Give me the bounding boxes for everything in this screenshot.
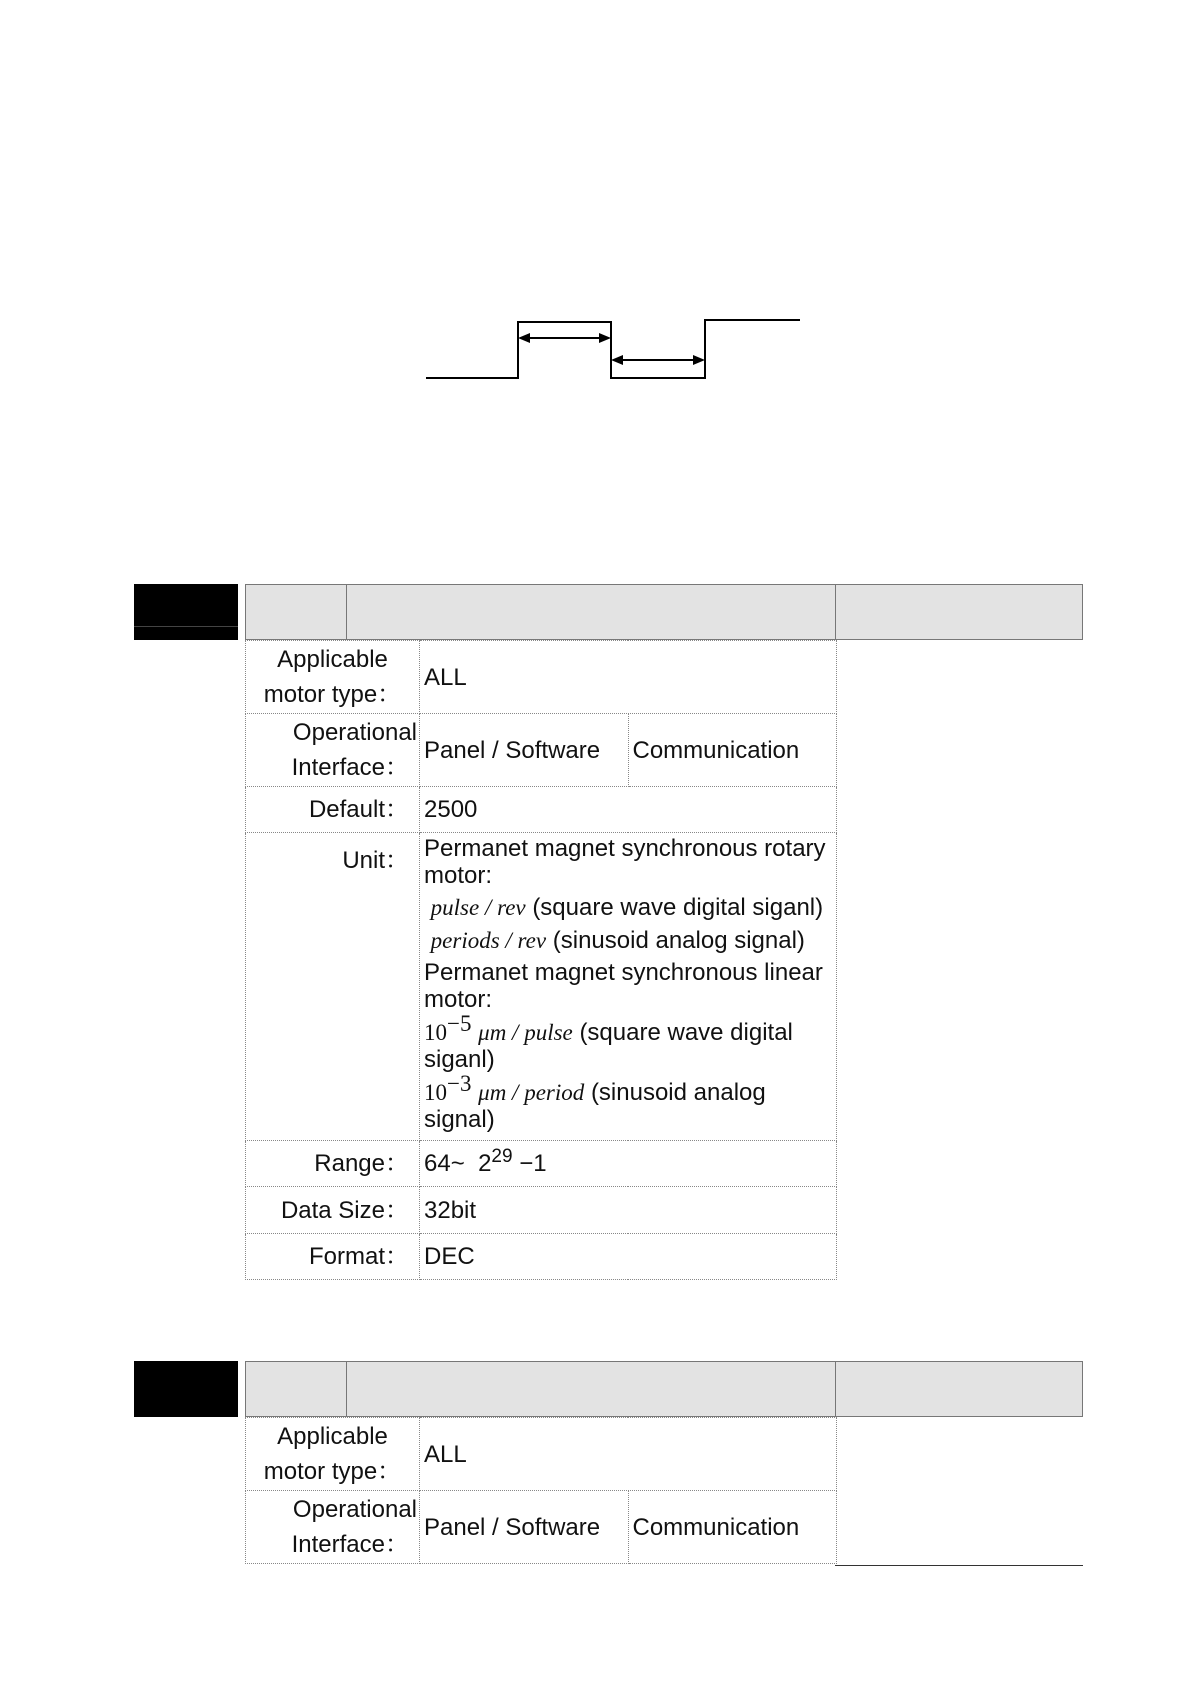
row-motor-type <box>246 1418 837 1491</box>
header-cell-setting <box>835 1362 1082 1416</box>
range-label: Range： <box>246 1141 420 1187</box>
unit-value <box>420 833 837 1141</box>
interface-label: Operational Interface： <box>246 714 420 787</box>
row-unit <box>246 833 837 1141</box>
header-cell-address <box>246 1362 347 1416</box>
divider <box>134 626 238 627</box>
format-label: Format： <box>246 1234 420 1280</box>
unit-rotary-sinusoid: periods / rev (sinusoid analog signal) <box>430 927 805 954</box>
data-size-value: 32bit <box>420 1187 837 1234</box>
unit-rotary-square: pulse / rev (square wave digital siganl) <box>430 894 824 921</box>
parameter-table-1 <box>245 640 837 1280</box>
unit-linear-sinusoid: $10^{-3}$ μm / period (sinusoid analog signal) <box>424 1071 766 1133</box>
row-format <box>246 1234 837 1280</box>
arrowhead <box>599 333 611 343</box>
unit-linear-heading: Permanet magnet synchronous linear motor: <box>424 959 823 1013</box>
motor-type-value: ALL <box>420 641 837 714</box>
arrowhead <box>693 355 705 365</box>
motor-type-label: Applicable motor type： <box>246 641 420 714</box>
arrowhead <box>611 355 623 365</box>
default-value: 2500 <box>420 787 837 833</box>
motor-type-label: Applicable motor type： <box>246 1418 420 1491</box>
range-value: 64~ $2^{29} -1$ <box>420 1141 837 1187</box>
interface-value-communication: Communication <box>628 714 837 787</box>
parameter-header-bar <box>245 1361 1083 1417</box>
parameter-table-2 <box>245 1417 837 1564</box>
parameter-code-box <box>134 1361 238 1417</box>
interface-value-communication: Communication <box>628 1491 837 1564</box>
row-interface <box>246 1491 837 1564</box>
unit-rotary-heading: Permanet magnet synchronous rotary motor: <box>424 835 826 889</box>
unit-label: Unit： <box>246 833 420 1141</box>
row-motor-type <box>246 641 837 714</box>
interface-value-panel: Panel / Software <box>420 714 629 787</box>
interface-value-panel: Panel / Software <box>420 1491 629 1564</box>
pulse-waveform-diagram <box>400 300 820 390</box>
row-data-size <box>246 1187 837 1234</box>
waveform-line <box>426 320 800 378</box>
data-size-label: Data Size： <box>246 1187 420 1234</box>
motor-type-value: ALL <box>420 1418 837 1491</box>
row-default <box>246 787 837 833</box>
divider <box>835 1565 1083 1566</box>
row-range <box>246 1141 837 1187</box>
row-interface <box>246 714 837 787</box>
parameter-header-bar <box>245 584 1083 640</box>
parameter-code-box <box>134 584 238 640</box>
header-cell-setting <box>835 585 1082 639</box>
default-label: Default： <box>246 787 420 833</box>
interface-label: Operational Interface： <box>246 1491 420 1564</box>
unit-linear-square: $10^{-5}$ μm / pulse (square wave digital siganl) <box>424 1011 793 1073</box>
header-cell-address <box>246 585 347 639</box>
arrowhead <box>518 333 530 343</box>
format-value: DEC <box>420 1234 837 1280</box>
